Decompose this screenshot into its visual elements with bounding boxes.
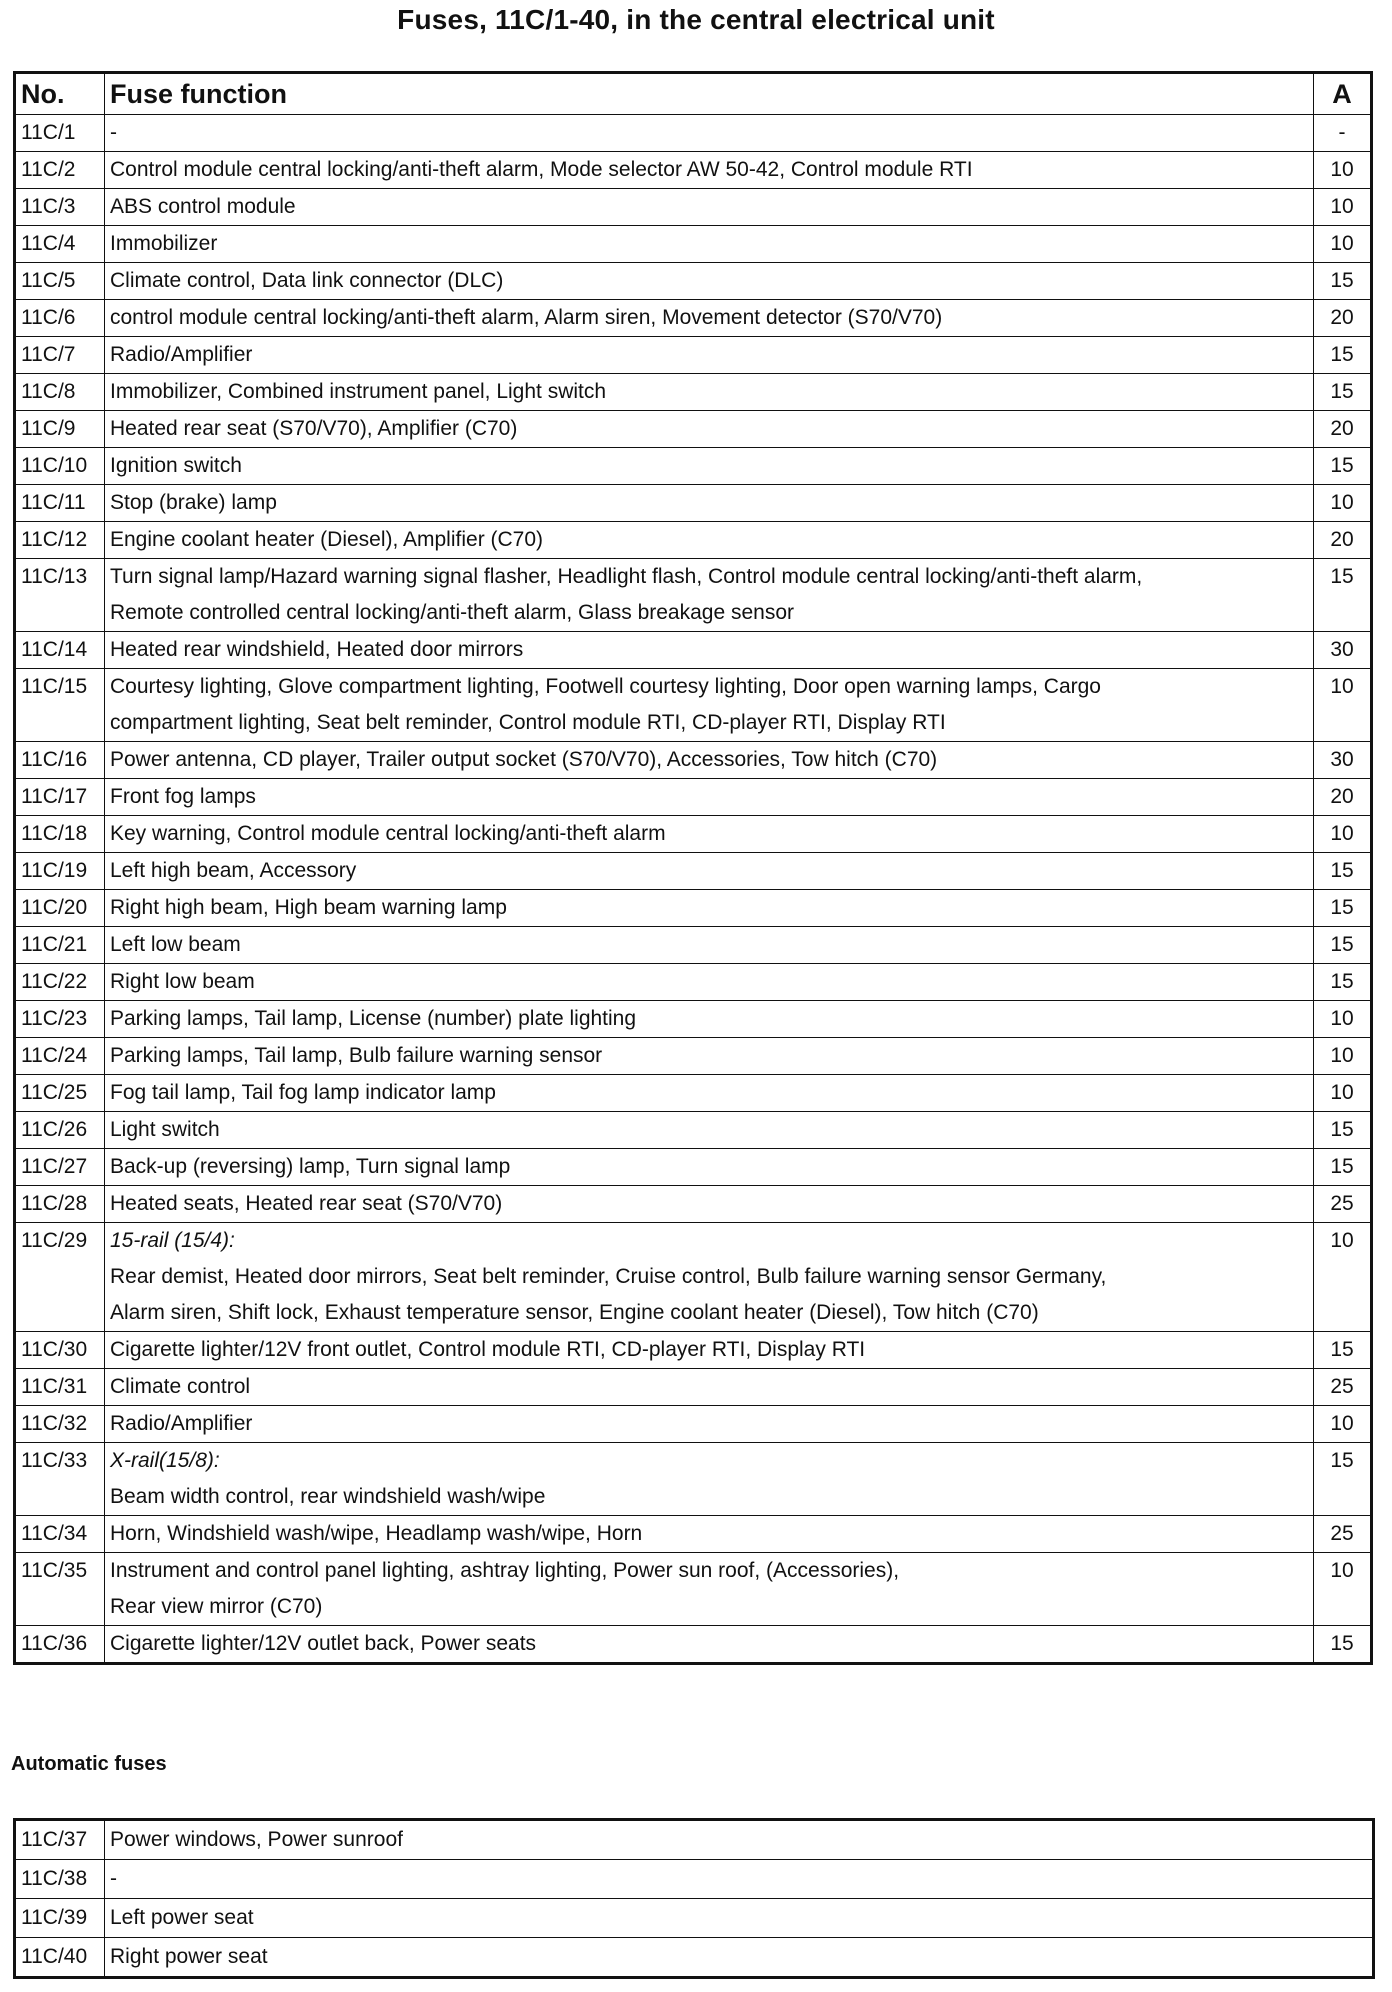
table-row	[15, 448, 1372, 485]
fuse-function	[105, 1443, 1314, 1516]
function-line: Rear demist, Heated door mirrors, Seat belt reminder, Cruise control, Bulb failure warning sensor Germany,	[110, 1265, 1107, 1288]
fuse-function	[105, 1186, 1314, 1223]
function-line: Horn, Windshield wash/wipe, Headlamp wash/wipe, Horn	[110, 1522, 643, 1545]
table-row	[15, 964, 1372, 1001]
function-line: Engine coolant heater (Diesel), Amplifier (C70)	[110, 528, 544, 551]
fuse-number: 11C/40	[15, 1938, 105, 1978]
table-row	[15, 853, 1372, 890]
fuse-amperage: 20	[1314, 779, 1372, 816]
fuse-amperage: 10	[1314, 669, 1372, 742]
fuse-amperage: 30	[1314, 742, 1372, 779]
table-row	[15, 337, 1372, 374]
function-line: Power antenna, CD player, Trailer output socket (S70/V70), Accessories, Tow hitch (C70)	[110, 748, 938, 771]
fuse-function	[105, 1406, 1314, 1443]
function-line: Fog tail lamp, Tail fog lamp indicator lamp	[110, 1081, 496, 1104]
fuse-function	[105, 522, 1314, 559]
fuse-number: 11C/9	[15, 411, 105, 448]
fuse-function	[105, 152, 1314, 189]
fuse-number: 11C/18	[15, 816, 105, 853]
fuse-amperage: 15	[1314, 374, 1372, 411]
function-line: Stop (brake) lamp	[110, 491, 277, 514]
function-line: Climate control	[110, 1375, 251, 1398]
function-line: Turn signal lamp/Hazard warning signal flasher, Headlight flash, Control module central locking/anti-theft alarm,	[110, 565, 1143, 588]
table-row	[15, 1516, 1372, 1553]
fuse-number: 11C/11	[15, 485, 105, 522]
table-row	[15, 779, 1372, 816]
function-line: Front fog lamps	[110, 785, 256, 808]
fuse-function	[105, 189, 1314, 226]
table-row	[15, 1443, 1372, 1516]
fuse-function	[105, 1553, 1314, 1626]
fuse-amperage: 10	[1314, 816, 1372, 853]
fuse-amperage: 20	[1314, 522, 1372, 559]
table-row	[15, 1369, 1372, 1406]
fuse-number: 11C/20	[15, 890, 105, 927]
function-line: Courtesy lighting, Glove compartment lighting, Footwell courtesy lighting, Door open warning lamps, Cargo	[110, 675, 1101, 698]
fuse-number: 11C/36	[15, 1626, 105, 1664]
table-row	[15, 1938, 1374, 1978]
table-row	[15, 1332, 1372, 1369]
fuse-function	[105, 1038, 1314, 1075]
table-row	[15, 522, 1372, 559]
fuse-amperage: 25	[1314, 1516, 1372, 1553]
fuse-amperage: 10	[1314, 1075, 1372, 1112]
function-line: Climate control, Data link connector (DLC)	[110, 269, 504, 292]
table-row	[15, 742, 1372, 779]
fuse-function	[105, 448, 1314, 485]
fuse-number: 11C/19	[15, 853, 105, 890]
fuse-number: 11C/12	[15, 522, 105, 559]
function-line: Heated rear windshield, Heated door mirrors	[110, 638, 524, 661]
fuse-amperage: 15	[1314, 853, 1372, 890]
function-line: Cigarette lighter/12V outlet back, Power seats	[110, 1632, 537, 1655]
table-row	[15, 115, 1372, 152]
fuse-function	[105, 927, 1314, 964]
header-amp: A	[1314, 73, 1372, 115]
fuse-function	[105, 263, 1314, 300]
fuse-amperage: 10	[1314, 1406, 1372, 1443]
fuse-function	[105, 964, 1314, 1001]
fuse-number: 11C/21	[15, 927, 105, 964]
function-line: Right low beam	[110, 970, 255, 993]
fuse-function	[105, 1369, 1314, 1406]
fuse-amperage: 10	[1314, 226, 1372, 263]
fuse-amperage: 15	[1314, 448, 1372, 485]
fuse-number: 11C/15	[15, 669, 105, 742]
function-line: Back-up (reversing) lamp, Turn signal lamp	[110, 1155, 511, 1178]
function-line: -	[110, 121, 117, 144]
fuse-number: 11C/13	[15, 559, 105, 632]
table-row	[15, 559, 1372, 632]
fuse-function	[105, 337, 1314, 374]
fuse-number: 11C/27	[15, 1149, 105, 1186]
fuse-amperage: 15	[1314, 1332, 1372, 1369]
fuse-amperage: 15	[1314, 263, 1372, 300]
function-line: control module central locking/anti-theft alarm, Alarm siren, Movement detector (S70/V70)	[110, 306, 943, 329]
rail-label: 15-rail (15/4):	[110, 1229, 235, 1252]
table-row	[15, 1223, 1372, 1332]
fuse-amperage: 30	[1314, 632, 1372, 669]
function-line: Ignition switch	[110, 454, 242, 477]
function-line: Heated rear seat (S70/V70), Amplifier (C70)	[110, 417, 518, 440]
header-row	[15, 73, 1372, 115]
fuse-function	[105, 816, 1314, 853]
fuse-number: 11C/16	[15, 742, 105, 779]
table-row	[15, 189, 1372, 226]
fuse-number: 11C/14	[15, 632, 105, 669]
fuse-number: 11C/8	[15, 374, 105, 411]
fuse-function	[105, 1332, 1314, 1369]
table-row	[15, 1186, 1372, 1223]
table-row	[15, 485, 1372, 522]
fuse-number: 11C/37	[15, 1820, 105, 1860]
fuse-number: 11C/33	[15, 1443, 105, 1516]
header-no: No.	[15, 73, 105, 115]
function-line: Cigarette lighter/12V front outlet, Control module RTI, CD-player RTI, Display RTI	[110, 1338, 866, 1361]
fuse-function	[105, 300, 1314, 337]
fuse-number: 11C/34	[15, 1516, 105, 1553]
fuse-function: Right power seat	[105, 1938, 1374, 1978]
function-line: Beam width control, rear windshield wash/wipe	[110, 1485, 546, 1508]
fuse-function	[105, 1223, 1314, 1332]
fuse-function	[105, 890, 1314, 927]
function-line: Radio/Amplifier	[110, 1412, 253, 1435]
fuse-number: 11C/25	[15, 1075, 105, 1112]
table-row	[15, 1406, 1372, 1443]
table-row	[15, 263, 1372, 300]
fuse-function	[105, 115, 1314, 152]
function-line: Instrument and control panel lighting, ashtray lighting, Power sun roof, (Accessories),	[110, 1559, 900, 1582]
fuse-function	[105, 411, 1314, 448]
table-row	[15, 1149, 1372, 1186]
table-row	[15, 1860, 1374, 1899]
table-row	[15, 816, 1372, 853]
page-title: Fuses, 11C/1-40, in the central electrical unit	[397, 4, 995, 35]
table-row	[15, 1075, 1372, 1112]
fuse-number: 11C/17	[15, 779, 105, 816]
fuse-amperage: 10	[1314, 152, 1372, 189]
function-line: ABS control module	[110, 195, 296, 218]
function-line: Control module central locking/anti-theft alarm, Mode selector AW 50-42, Control module RTI	[110, 158, 973, 181]
fuse-number: 11C/10	[15, 448, 105, 485]
fuse-function	[105, 374, 1314, 411]
fuse-table-body	[15, 115, 1372, 1664]
fuse-amperage: 15	[1314, 1112, 1372, 1149]
function-line: Immobilizer	[110, 232, 218, 255]
fuse-function	[105, 1075, 1314, 1112]
fuse-amperage: -	[1314, 115, 1372, 152]
fuse-number: 11C/1	[15, 115, 105, 152]
fuse-function	[105, 1626, 1314, 1664]
table-row	[15, 226, 1372, 263]
table-row	[15, 890, 1372, 927]
fuse-amperage: 15	[1314, 559, 1372, 632]
fuse-amperage: 15	[1314, 1149, 1372, 1186]
table-row	[15, 669, 1372, 742]
table-row	[15, 1553, 1372, 1626]
table-row	[15, 1626, 1372, 1664]
table-row	[15, 152, 1372, 189]
fuse-function	[105, 742, 1314, 779]
fuse-table	[13, 71, 1373, 1665]
fuse-amperage: 10	[1314, 1001, 1372, 1038]
fuse-number: 11C/30	[15, 1332, 105, 1369]
table-row	[15, 300, 1372, 337]
function-line: Radio/Amplifier	[110, 343, 253, 366]
fuse-function	[105, 632, 1314, 669]
function-line: Rear view mirror (C70)	[110, 1595, 323, 1618]
fuse-number: 11C/24	[15, 1038, 105, 1075]
fuse-amperage: 10	[1314, 1553, 1372, 1626]
fuse-number: 11C/39	[15, 1899, 105, 1938]
fuse-number: 11C/28	[15, 1186, 105, 1223]
fuse-function: Left power seat	[105, 1899, 1374, 1938]
fuse-number: 11C/32	[15, 1406, 105, 1443]
fuse-amperage: 15	[1314, 337, 1372, 374]
fuse-number: 11C/2	[15, 152, 105, 189]
table-row	[15, 927, 1372, 964]
fuse-function	[105, 559, 1314, 632]
fuse-number: 11C/23	[15, 1001, 105, 1038]
function-line: Key warning, Control module central locking/anti-theft alarm	[110, 822, 666, 845]
fuse-number: 11C/38	[15, 1860, 105, 1899]
fuse-number: 11C/29	[15, 1223, 105, 1332]
fuse-number: 11C/31	[15, 1369, 105, 1406]
fuse-amperage: 20	[1314, 411, 1372, 448]
automatic-fuses-heading: Automatic fuses	[11, 1753, 167, 1775]
fuse-amperage: 15	[1314, 1443, 1372, 1516]
function-line: Light switch	[110, 1118, 220, 1141]
fuse-function	[105, 1001, 1314, 1038]
fuse-amperage: 10	[1314, 1038, 1372, 1075]
fuse-function	[105, 669, 1314, 742]
fuse-amperage: 15	[1314, 964, 1372, 1001]
function-line: compartment lighting, Seat belt reminder, Control module RTI, CD-player RTI, Display RTI	[110, 711, 946, 734]
fuse-number: 11C/6	[15, 300, 105, 337]
fuse-function	[105, 485, 1314, 522]
table-row	[15, 632, 1372, 669]
function-line: Parking lamps, Tail lamp, Bulb failure warning sensor	[110, 1044, 603, 1067]
fuse-number: 11C/35	[15, 1553, 105, 1626]
function-line: Left low beam	[110, 933, 241, 956]
table-row	[15, 411, 1372, 448]
fuse-function	[105, 1112, 1314, 1149]
fuse-function	[105, 1149, 1314, 1186]
table-row	[15, 1899, 1374, 1938]
fuse-amperage: 15	[1314, 890, 1372, 927]
function-line: Right high beam, High beam warning lamp	[110, 896, 507, 919]
fuse-number: 11C/7	[15, 337, 105, 374]
table-row	[15, 374, 1372, 411]
function-line: Alarm siren, Shift lock, Exhaust temperature sensor, Engine coolant heater (Diesel), Tow hitch (C70)	[110, 1301, 1039, 1324]
fuse-amperage: 15	[1314, 927, 1372, 964]
fuse-function	[105, 1516, 1314, 1553]
table-row	[15, 1112, 1372, 1149]
fuse-amperage: 15	[1314, 1626, 1372, 1664]
fuse-number: 11C/22	[15, 964, 105, 1001]
table-row	[15, 1001, 1372, 1038]
automatic-fuse-table	[13, 1818, 1375, 1979]
fuse-amperage: 10	[1314, 1223, 1372, 1332]
fuse-amperage: 25	[1314, 1186, 1372, 1223]
fuse-function	[105, 779, 1314, 816]
table-row	[15, 1820, 1374, 1860]
function-line: Remote controlled central locking/anti-theft alarm, Glass breakage sensor	[110, 601, 794, 624]
automatic-fuse-table-body	[15, 1820, 1374, 1978]
function-line: Heated seats, Heated rear seat (S70/V70)	[110, 1192, 503, 1215]
table-row	[15, 1038, 1372, 1075]
fuse-function: -	[105, 1860, 1374, 1899]
fuse-number: 11C/4	[15, 226, 105, 263]
fuse-number: 11C/26	[15, 1112, 105, 1149]
fuse-function	[105, 853, 1314, 890]
fuse-amperage: 25	[1314, 1369, 1372, 1406]
fuse-amperage: 10	[1314, 485, 1372, 522]
function-line: Left high beam, Accessory	[110, 859, 357, 882]
fuse-number: 11C/5	[15, 263, 105, 300]
rail-label: X-rail(15/8):	[110, 1449, 220, 1472]
fuse-number: 11C/3	[15, 189, 105, 226]
header-function: Fuse function	[105, 73, 1314, 115]
fuse-amperage: 20	[1314, 300, 1372, 337]
fuse-function	[105, 226, 1314, 263]
fuse-amperage: 10	[1314, 189, 1372, 226]
function-line: Immobilizer, Combined instrument panel, Light switch	[110, 380, 607, 403]
function-line: Parking lamps, Tail lamp, License (number) plate lighting	[110, 1007, 637, 1030]
fuse-function: Power windows, Power sunroof	[105, 1820, 1374, 1860]
